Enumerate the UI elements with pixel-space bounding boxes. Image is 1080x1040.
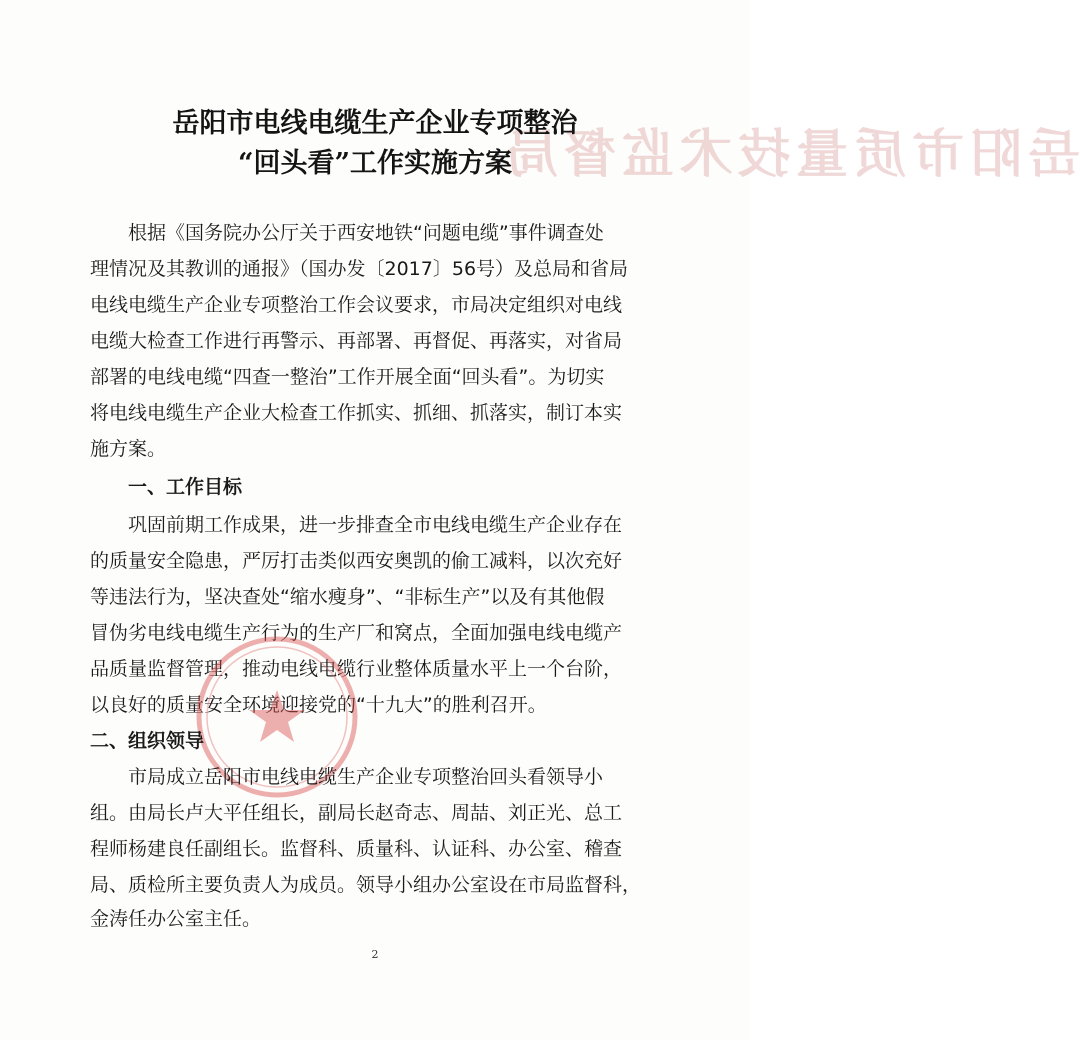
intro-line: 电线电缆生产企业专项整治工作会议要求，市局决定组织对电线 bbox=[90, 294, 623, 316]
section1-line: 冒伪劣电线电缆生产行为的生产厂和窝点，全面加强电线电缆产 bbox=[90, 622, 623, 644]
section2-line: 市局成立岳阳市电线电缆生产企业专项整治回头看领导小 bbox=[128, 766, 604, 788]
intro-line: 理情况及其教训的通报》（国办发〔2017〕56号）及总局和省局 bbox=[90, 258, 629, 280]
section-heading-leadership: 二、组织领导 bbox=[90, 730, 205, 752]
section1-line: 等违法行为，坚决查处“缩水瘦身”、“非标生产”以及有其他假 bbox=[90, 586, 605, 608]
intro-line: 施方案。 bbox=[90, 438, 167, 460]
section1-line: 以良好的质量安全环境迎接党的“十九大”的胜利召开。 bbox=[90, 694, 547, 716]
intro-line: 部署的电线电缆“四查一整治”工作开展全面“回头看”。为切实 bbox=[90, 366, 605, 388]
section1-line: 品质量监督管理，推动电线电缆行业整体质量水平上一个台阶， bbox=[90, 658, 623, 680]
section1-line: 的质量安全隐患，严厉打击类似西安奥凯的偷工减料，以次充好 bbox=[90, 550, 623, 572]
bleed-through-text: 岳阳市质量技术监督局 bbox=[500, 124, 1080, 185]
section2-line: 程师杨建良任副组长。监督科、质量科、认证科、办公室、稽查 bbox=[90, 838, 623, 860]
intro-line: 根据《国务院办公厅关于西安地铁“问题电缆”事件调查处 bbox=[128, 222, 604, 244]
section-heading-goals: 一、工作目标 bbox=[128, 476, 243, 498]
section2-line: 局、质检所主要负责人为成员。领导小组办公室设在市局监督科， bbox=[90, 874, 642, 896]
intro-line: 电缆大检查工作进行再警示、再部署、再督促、再落实，对省局 bbox=[90, 330, 623, 352]
document-title-line-1: 岳阳市电线电缆生产企业专项整治 bbox=[172, 108, 578, 139]
document-title-line-2: “回头看”工作实施方案 bbox=[237, 148, 513, 179]
section2-line: 组。由局长卢大平任组长，副局长赵奇志、周喆、刘正光、总工 bbox=[90, 802, 623, 824]
page-number: 2 bbox=[371, 948, 379, 961]
section1-line: 巩固前期工作成果，进一步排查全市电线电缆生产企业存在 bbox=[128, 514, 623, 536]
intro-line: 将电线电缆生产企业大检查工作抓实、抓细、抓落实，制订本实 bbox=[90, 402, 623, 424]
section2-line: 金涛任办公室主任。 bbox=[90, 908, 262, 930]
